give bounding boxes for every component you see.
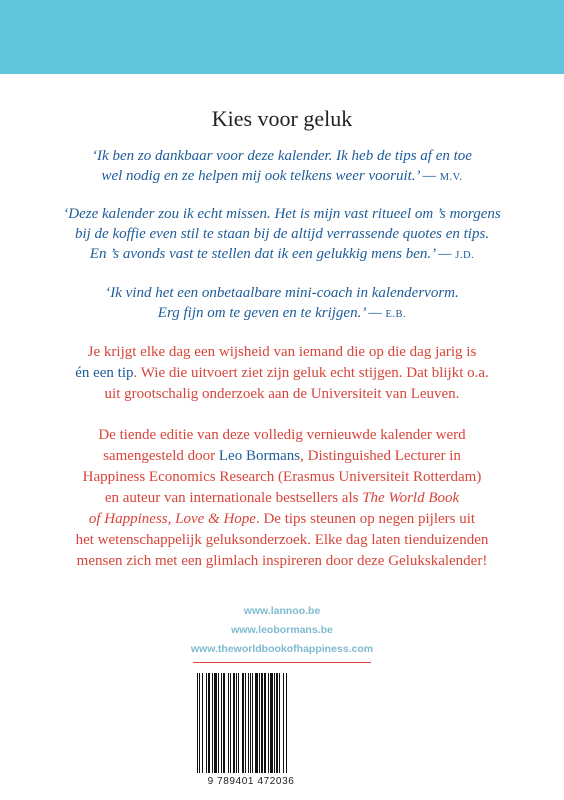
quote-2-line-1: ‘Deze kalender zou ik echt missen. Het is mijn vast ritueel om ’s morgens bbox=[63, 206, 501, 222]
url-list bbox=[0, 602, 564, 659]
paragraph-1 bbox=[28, 342, 536, 405]
quote-1-author: M.V. bbox=[439, 172, 463, 183]
url-worldbook[interactable]: www.theworldbookofhappiness.com bbox=[190, 643, 374, 655]
paragraph-2-line-1: De tiende editie van deze volledig vernieuwde kalender werd bbox=[98, 427, 466, 443]
paragraph-2-line-7: mensen zich met een glimlach inspireren door deze Gelukskalender! bbox=[76, 553, 488, 569]
paragraph-2-line-2-post: , Distinguished Lecturer in bbox=[300, 448, 461, 464]
paragraph-1-line-3: uit grootschalig onderzoek aan de Universiteit van Leuven. bbox=[104, 386, 460, 402]
paragraph-2-line-2-pre: samengesteld door bbox=[103, 448, 216, 464]
isbn-number: 9 789401 472036 bbox=[207, 776, 295, 787]
paragraph-2 bbox=[28, 425, 536, 572]
quote-2-line-2: bij de koffie even stil te staan bij de altijd verrassende quotes en tips. bbox=[74, 226, 490, 242]
quote-3 bbox=[40, 283, 524, 325]
heading: Kies voor geluk bbox=[211, 106, 353, 131]
quote-3-line-1: ‘Ik vind het een onbetaalbare mini-coach in kalendervorm. bbox=[105, 285, 459, 301]
highlight-en: én bbox=[75, 365, 90, 381]
quote-3-author: E.B. bbox=[385, 309, 407, 320]
paragraph-2-line-6: het wetenschappelijk geluksonderzoek. Elke dag laten tienduizenden bbox=[75, 532, 489, 548]
url-leobormans[interactable]: www.leobormans.be bbox=[231, 624, 333, 636]
quote-2-author: J.D. bbox=[455, 250, 475, 261]
paragraph-2-line-3: Happiness Economics Research (Erasmus Universiteit Rotterdam) bbox=[82, 469, 482, 485]
paragraph-1-line-2: . Wie die uitvoert ziet zijn geluk echt stijgen. Dat blijkt o.a. bbox=[133, 365, 489, 381]
quote-3-line-2: Erg fijn om te geven en te krijgen.’ — bbox=[157, 305, 382, 321]
quote-2-line-3: En ’s avonds vast te stellen dat ik een gelukkig mens ben.’ — bbox=[89, 246, 452, 262]
barcode bbox=[196, 673, 302, 773]
paragraph-2-line-5-post: . De tips steunen op negen pijlers uit bbox=[255, 511, 476, 527]
quote-1-line-2: wel nodig en ze helpen mij ook telkens weer vooruit.’ — bbox=[101, 168, 436, 184]
url-lannoo[interactable]: www.lannoo.be bbox=[243, 605, 321, 617]
paragraph-2-line-4-pre: en auteur van internationale bestsellers als bbox=[104, 490, 359, 506]
top-color-band bbox=[0, 0, 564, 74]
quote-1-line-1: ‘Ik ben zo dankbaar voor deze kalender. Ik heb de tips af en toe bbox=[92, 148, 472, 164]
quote-2 bbox=[40, 204, 524, 266]
author-name: Leo Bormans bbox=[218, 448, 301, 464]
paragraph-1-line-1: Je krijgt elke dag een wijsheid van iemand die op die dag jarig is bbox=[87, 344, 477, 360]
divider bbox=[193, 662, 371, 663]
book-title-part-2: of Happiness, Love & Hope bbox=[88, 511, 256, 527]
quote-1 bbox=[40, 146, 524, 188]
book-title-part-1: The World Book bbox=[362, 490, 460, 506]
highlight-een-tip: een tip bbox=[93, 365, 134, 381]
